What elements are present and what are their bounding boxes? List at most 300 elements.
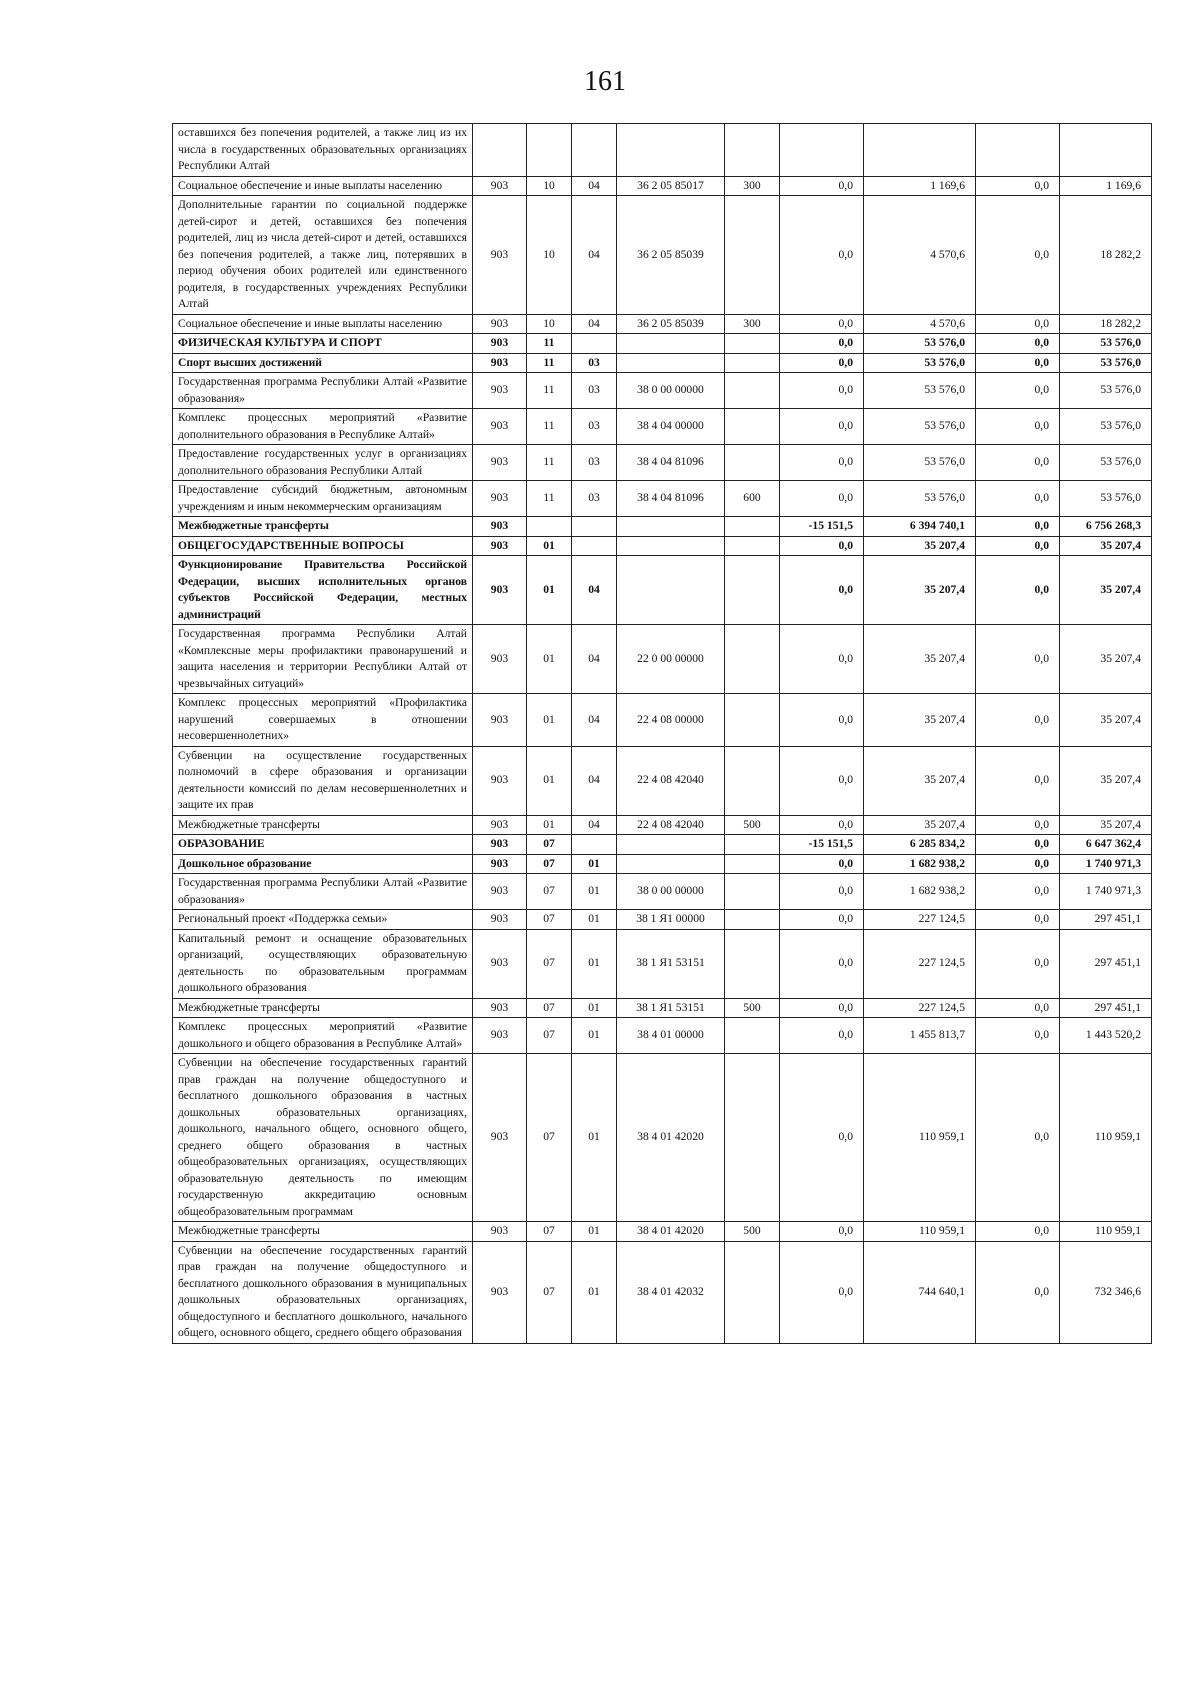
- table-row: [173, 1241, 1152, 1343]
- cell-value-4: 18 282,2: [1060, 196, 1152, 315]
- cell-section: 07: [527, 1054, 572, 1222]
- cell-expense-type: [725, 556, 780, 625]
- cell-value-2: 227 124,5: [864, 910, 976, 930]
- cell-target-article: 38 4 01 42020: [617, 1054, 725, 1222]
- cell-value-3: 0,0: [976, 998, 1060, 1018]
- cell-value-2: 53 576,0: [864, 409, 976, 445]
- cell-section: 07: [527, 910, 572, 930]
- table-row: [173, 874, 1152, 910]
- cell-value-1: 0,0: [780, 196, 864, 315]
- cell-section: 11: [527, 481, 572, 517]
- budget-table: [172, 123, 1152, 1344]
- cell-value-4: 297 451,1: [1060, 910, 1152, 930]
- cell-target-article: 38 1 Я1 53151: [617, 998, 725, 1018]
- cell-admin-code: 903: [473, 815, 527, 835]
- table-body: [173, 124, 1152, 1344]
- cell-expense-type: [725, 124, 780, 177]
- cell-expense-type: [725, 353, 780, 373]
- cell-subsection: 04: [572, 625, 617, 694]
- cell-subsection: 03: [572, 373, 617, 409]
- cell-subsection: [572, 334, 617, 354]
- cell-value-1: 0,0: [780, 910, 864, 930]
- cell-value-4: 53 576,0: [1060, 445, 1152, 481]
- cell-expense-type: 300: [725, 314, 780, 334]
- cell-value-1: 0,0: [780, 854, 864, 874]
- cell-subsection: 04: [572, 746, 617, 815]
- cell-admin-code: 903: [473, 1222, 527, 1242]
- cell-target-article: [617, 854, 725, 874]
- cell-value-3: 0,0: [976, 1241, 1060, 1343]
- cell-section: 01: [527, 815, 572, 835]
- cell-name: Субвенции на обеспечение государственных гарантий прав граждан на получение общедоступного и бесплатного дошкольного образования в частных дошкольных образовательных организациях, дошкольного, начального общего, основного общего, среднего общего образования в частных общеобразовательных организациях, осуществляющих образовательную деятельность по имеющим государственную аккредитацию основным общеобразовательным программам: [173, 1054, 473, 1222]
- cell-expense-type: 500: [725, 815, 780, 835]
- cell-value-2: 35 207,4: [864, 815, 976, 835]
- cell-expense-type: [725, 835, 780, 855]
- cell-expense-type: [725, 334, 780, 354]
- cell-subsection: 04: [572, 815, 617, 835]
- cell-section: 10: [527, 176, 572, 196]
- cell-value-2: 4 570,6: [864, 314, 976, 334]
- cell-subsection: [572, 517, 617, 537]
- cell-name: Дошкольное образование: [173, 854, 473, 874]
- cell-value-4: 732 346,6: [1060, 1241, 1152, 1343]
- cell-section: 01: [527, 746, 572, 815]
- cell-name: Региональный проект «Поддержка семьи»: [173, 910, 473, 930]
- table-row: [173, 176, 1152, 196]
- cell-name: Социальное обеспечение и иные выплаты населению: [173, 176, 473, 196]
- cell-name: Функционирование Правительства Российской Федерации, высших исполнительных органов субъектов Российской Федерации, местных администраций: [173, 556, 473, 625]
- cell-value-1: 0,0: [780, 481, 864, 517]
- cell-subsection: 03: [572, 353, 617, 373]
- cell-expense-type: 300: [725, 176, 780, 196]
- cell-value-2: 1 455 813,7: [864, 1018, 976, 1054]
- cell-name: Межбюджетные трансферты: [173, 517, 473, 537]
- cell-section: 07: [527, 1018, 572, 1054]
- cell-target-article: [617, 353, 725, 373]
- cell-expense-type: [725, 196, 780, 315]
- cell-value-3: 0,0: [976, 746, 1060, 815]
- cell-expense-type: [725, 746, 780, 815]
- cell-value-4: 53 576,0: [1060, 373, 1152, 409]
- cell-target-article: 38 4 01 00000: [617, 1018, 725, 1054]
- table-row: [173, 625, 1152, 694]
- cell-target-article: 36 2 05 85017: [617, 176, 725, 196]
- cell-value-1: 0,0: [780, 625, 864, 694]
- cell-subsection: 04: [572, 694, 617, 747]
- cell-subsection: 01: [572, 998, 617, 1018]
- cell-admin-code: 903: [473, 874, 527, 910]
- cell-target-article: 38 1 Я1 00000: [617, 910, 725, 930]
- table-row: [173, 746, 1152, 815]
- table-row: [173, 998, 1152, 1018]
- cell-admin-code: 903: [473, 176, 527, 196]
- cell-section: 11: [527, 409, 572, 445]
- cell-target-article: 38 0 00 00000: [617, 373, 725, 409]
- cell-value-1: 0,0: [780, 1018, 864, 1054]
- cell-expense-type: [725, 1018, 780, 1054]
- cell-value-4: 110 959,1: [1060, 1222, 1152, 1242]
- table-row: [173, 353, 1152, 373]
- cell-value-1: 0,0: [780, 746, 864, 815]
- cell-value-3: 0,0: [976, 694, 1060, 747]
- cell-target-article: 22 4 08 42040: [617, 815, 725, 835]
- cell-target-article: [617, 517, 725, 537]
- cell-expense-type: [725, 536, 780, 556]
- cell-name: Предоставление субсидий бюджетным, автономным учреждениям и иным некоммерческим организациям: [173, 481, 473, 517]
- cell-name: Межбюджетные трансферты: [173, 998, 473, 1018]
- cell-target-article: 38 4 04 81096: [617, 445, 725, 481]
- cell-section: 07: [527, 1222, 572, 1242]
- cell-value-4: 297 451,1: [1060, 998, 1152, 1018]
- cell-value-1: 0,0: [780, 176, 864, 196]
- cell-value-3: 0,0: [976, 874, 1060, 910]
- cell-value-4: 35 207,4: [1060, 556, 1152, 625]
- cell-admin-code: 903: [473, 481, 527, 517]
- table-row: [173, 314, 1152, 334]
- cell-expense-type: [725, 874, 780, 910]
- table-row: [173, 124, 1152, 177]
- cell-subsection: 01: [572, 910, 617, 930]
- cell-value-1: 0,0: [780, 445, 864, 481]
- cell-expense-type: [725, 373, 780, 409]
- cell-admin-code: 903: [473, 196, 527, 315]
- cell-target-article: 22 0 00 00000: [617, 625, 725, 694]
- table-row: [173, 445, 1152, 481]
- cell-subsection: [572, 536, 617, 556]
- cell-value-1: 0,0: [780, 998, 864, 1018]
- cell-name: Государственная программа Республики Алтай «Развитие образования»: [173, 373, 473, 409]
- cell-section: 11: [527, 445, 572, 481]
- cell-name: Комплекс процессных мероприятий «Развитие дополнительного образования в Республике Алтай»: [173, 409, 473, 445]
- cell-expense-type: [725, 1241, 780, 1343]
- cell-value-3: 0,0: [976, 373, 1060, 409]
- cell-target-article: [617, 334, 725, 354]
- cell-value-3: 0,0: [976, 445, 1060, 481]
- cell-expense-type: [725, 409, 780, 445]
- cell-admin-code: 903: [473, 517, 527, 537]
- table-row: [173, 556, 1152, 625]
- cell-admin-code: 903: [473, 556, 527, 625]
- cell-value-3: 0,0: [976, 625, 1060, 694]
- cell-name: Государственная программа Республики Алтай «Комплексные меры профилактики правонарушений и защита населения и территории Республики Алтай от чрезвычайных ситуаций»: [173, 625, 473, 694]
- cell-subsection: 04: [572, 176, 617, 196]
- cell-value-3: 0,0: [976, 910, 1060, 930]
- cell-subsection: 04: [572, 196, 617, 315]
- cell-expense-type: [725, 625, 780, 694]
- table-row: [173, 854, 1152, 874]
- cell-expense-type: 500: [725, 998, 780, 1018]
- cell-value-2: 744 640,1: [864, 1241, 976, 1343]
- cell-expense-type: [725, 694, 780, 747]
- cell-subsection: [572, 835, 617, 855]
- cell-section: 07: [527, 929, 572, 998]
- cell-value-1: 0,0: [780, 373, 864, 409]
- cell-section: 07: [527, 998, 572, 1018]
- cell-value-4: 1 740 971,3: [1060, 854, 1152, 874]
- cell-value-2: 4 570,6: [864, 196, 976, 315]
- cell-subsection: 03: [572, 445, 617, 481]
- cell-admin-code: 903: [473, 353, 527, 373]
- cell-section: 10: [527, 314, 572, 334]
- cell-section: 10: [527, 196, 572, 315]
- cell-value-4: 35 207,4: [1060, 625, 1152, 694]
- cell-value-4: 1 740 971,3: [1060, 874, 1152, 910]
- cell-section: 07: [527, 874, 572, 910]
- cell-value-3: [976, 124, 1060, 177]
- cell-value-3: 0,0: [976, 409, 1060, 445]
- table-row: [173, 1018, 1152, 1054]
- cell-value-1: 0,0: [780, 815, 864, 835]
- cell-value-4: 35 207,4: [1060, 815, 1152, 835]
- cell-value-1: 0,0: [780, 694, 864, 747]
- cell-target-article: 38 1 Я1 53151: [617, 929, 725, 998]
- cell-value-4: 18 282,2: [1060, 314, 1152, 334]
- cell-admin-code: 903: [473, 409, 527, 445]
- cell-section: 01: [527, 625, 572, 694]
- cell-value-2: 6 285 834,2: [864, 835, 976, 855]
- cell-value-2: 53 576,0: [864, 481, 976, 517]
- cell-value-4: 1 443 520,2: [1060, 1018, 1152, 1054]
- cell-subsection: 01: [572, 854, 617, 874]
- cell-value-1: 0,0: [780, 353, 864, 373]
- cell-name: Межбюджетные трансферты: [173, 815, 473, 835]
- cell-admin-code: 903: [473, 373, 527, 409]
- cell-value-3: 0,0: [976, 1018, 1060, 1054]
- table-row: [173, 910, 1152, 930]
- cell-target-article: 38 4 01 42032: [617, 1241, 725, 1343]
- cell-value-3: 0,0: [976, 835, 1060, 855]
- cell-admin-code: 903: [473, 625, 527, 694]
- cell-name: Комплекс процессных мероприятий «Профилактика нарушений совершаемых в отношении несовершеннолетних»: [173, 694, 473, 747]
- cell-admin-code: 903: [473, 445, 527, 481]
- cell-value-3: 0,0: [976, 854, 1060, 874]
- cell-value-1: 0,0: [780, 409, 864, 445]
- cell-value-2: 1 169,6: [864, 176, 976, 196]
- cell-section: 01: [527, 694, 572, 747]
- cell-value-1: 0,0: [780, 1241, 864, 1343]
- cell-admin-code: [473, 124, 527, 177]
- cell-section: 07: [527, 854, 572, 874]
- cell-name: Субвенции на обеспечение государственных гарантий прав граждан на получение общедоступного и бесплатного дошкольного образования в муниципальных дошкольных образовательных организациях, общедоступного и бесплатного дошкольного, начального общего, основного общего, среднего общего образования: [173, 1241, 473, 1343]
- cell-value-2: 53 576,0: [864, 445, 976, 481]
- cell-expense-type: [725, 517, 780, 537]
- table-row: [173, 1222, 1152, 1242]
- cell-name: Предоставление государственных услуг в организациях дополнительного образования Республики Алтай: [173, 445, 473, 481]
- cell-target-article: 38 0 00 00000: [617, 874, 725, 910]
- cell-value-4: 6 756 268,3: [1060, 517, 1152, 537]
- cell-name: Государственная программа Республики Алтай «Развитие образования»: [173, 874, 473, 910]
- cell-target-article: [617, 556, 725, 625]
- cell-admin-code: 903: [473, 1241, 527, 1343]
- table-row: [173, 481, 1152, 517]
- cell-value-1: -15 151,5: [780, 517, 864, 537]
- cell-admin-code: 903: [473, 314, 527, 334]
- cell-value-3: 0,0: [976, 314, 1060, 334]
- cell-value-4: 53 576,0: [1060, 481, 1152, 517]
- cell-value-2: [864, 124, 976, 177]
- cell-subsection: 01: [572, 1018, 617, 1054]
- cell-subsection: 04: [572, 556, 617, 625]
- cell-subsection: 01: [572, 874, 617, 910]
- cell-value-4: 1 169,6: [1060, 176, 1152, 196]
- table-row: [173, 409, 1152, 445]
- cell-value-3: 0,0: [976, 353, 1060, 373]
- cell-subsection: [572, 124, 617, 177]
- cell-expense-type: 600: [725, 481, 780, 517]
- cell-name: оставшихся без попечения родителей, а также лиц из их числа в государственных образовательных организациях Республики Алтай: [173, 124, 473, 177]
- cell-value-2: 35 207,4: [864, 556, 976, 625]
- cell-admin-code: 903: [473, 854, 527, 874]
- cell-target-article: 22 4 08 42040: [617, 746, 725, 815]
- cell-target-article: 22 4 08 00000: [617, 694, 725, 747]
- cell-subsection: 01: [572, 1241, 617, 1343]
- cell-section: 01: [527, 556, 572, 625]
- table-row: [173, 835, 1152, 855]
- cell-value-4: 53 576,0: [1060, 409, 1152, 445]
- cell-value-4: 35 207,4: [1060, 694, 1152, 747]
- table-row: [173, 536, 1152, 556]
- cell-admin-code: 903: [473, 929, 527, 998]
- cell-value-4: 53 576,0: [1060, 353, 1152, 373]
- cell-expense-type: [725, 854, 780, 874]
- cell-value-3: 0,0: [976, 176, 1060, 196]
- cell-value-2: 35 207,4: [864, 536, 976, 556]
- cell-value-3: 0,0: [976, 481, 1060, 517]
- cell-admin-code: 903: [473, 536, 527, 556]
- cell-admin-code: 903: [473, 694, 527, 747]
- cell-value-1: 0,0: [780, 929, 864, 998]
- cell-subsection: 01: [572, 1054, 617, 1222]
- cell-value-2: 6 394 740,1: [864, 517, 976, 537]
- cell-target-article: 38 4 01 42020: [617, 1222, 725, 1242]
- cell-subsection: 03: [572, 409, 617, 445]
- cell-admin-code: 903: [473, 1018, 527, 1054]
- cell-value-2: 53 576,0: [864, 353, 976, 373]
- cell-name: Социальное обеспечение и иные выплаты населению: [173, 314, 473, 334]
- cell-subsection: 01: [572, 1222, 617, 1242]
- page-number: 161: [584, 66, 626, 97]
- cell-value-2: 227 124,5: [864, 929, 976, 998]
- cell-value-3: 0,0: [976, 536, 1060, 556]
- cell-expense-type: [725, 910, 780, 930]
- cell-section: 11: [527, 353, 572, 373]
- cell-name: ОБЩЕГОСУДАРСТВЕННЫЕ ВОПРОСЫ: [173, 536, 473, 556]
- cell-name: Межбюджетные трансферты: [173, 1222, 473, 1242]
- cell-target-article: [617, 124, 725, 177]
- cell-section: 07: [527, 835, 572, 855]
- cell-value-1: 0,0: [780, 874, 864, 910]
- cell-expense-type: [725, 445, 780, 481]
- cell-value-1: 0,0: [780, 1054, 864, 1222]
- cell-value-3: 0,0: [976, 1054, 1060, 1222]
- table-row: [173, 334, 1152, 354]
- cell-value-2: 110 959,1: [864, 1222, 976, 1242]
- cell-value-1: 0,0: [780, 536, 864, 556]
- cell-expense-type: [725, 929, 780, 998]
- cell-section: [527, 124, 572, 177]
- cell-name: Капитальный ремонт и оснащение образовательных организаций, осуществляющих образовательную деятельность по образовательным программам дошкольного образования: [173, 929, 473, 998]
- cell-target-article: 36 2 05 85039: [617, 196, 725, 315]
- cell-value-3: 0,0: [976, 929, 1060, 998]
- cell-target-article: 38 4 04 81096: [617, 481, 725, 517]
- cell-admin-code: 903: [473, 998, 527, 1018]
- cell-name: ОБРАЗОВАНИЕ: [173, 835, 473, 855]
- cell-value-4: 35 207,4: [1060, 746, 1152, 815]
- cell-admin-code: 903: [473, 334, 527, 354]
- cell-value-3: 0,0: [976, 556, 1060, 625]
- cell-value-1: 0,0: [780, 1222, 864, 1242]
- cell-value-1: 0,0: [780, 556, 864, 625]
- cell-value-3: 0,0: [976, 334, 1060, 354]
- cell-value-2: 110 959,1: [864, 1054, 976, 1222]
- cell-admin-code: 903: [473, 746, 527, 815]
- cell-value-2: 53 576,0: [864, 373, 976, 409]
- cell-value-1: 0,0: [780, 334, 864, 354]
- cell-target-article: 38 4 04 00000: [617, 409, 725, 445]
- cell-name: Субвенции на осуществление государственных полномочий в сфере образования и организации деятельности комиссий по делам несовершеннолетних и защите их прав: [173, 746, 473, 815]
- cell-section: 11: [527, 334, 572, 354]
- cell-value-4: 35 207,4: [1060, 536, 1152, 556]
- cell-target-article: [617, 536, 725, 556]
- cell-value-1: [780, 124, 864, 177]
- cell-section: [527, 517, 572, 537]
- table-row: [173, 694, 1152, 747]
- cell-value-4: 297 451,1: [1060, 929, 1152, 998]
- cell-value-1: 0,0: [780, 314, 864, 334]
- cell-value-2: 35 207,4: [864, 625, 976, 694]
- cell-value-2: 35 207,4: [864, 746, 976, 815]
- cell-subsection: 04: [572, 314, 617, 334]
- cell-value-2: 1 682 938,2: [864, 854, 976, 874]
- cell-admin-code: 903: [473, 1054, 527, 1222]
- cell-name: Спорт высших достижений: [173, 353, 473, 373]
- cell-value-3: 0,0: [976, 517, 1060, 537]
- cell-value-1: -15 151,5: [780, 835, 864, 855]
- cell-subsection: 01: [572, 929, 617, 998]
- cell-target-article: [617, 835, 725, 855]
- cell-value-4: [1060, 124, 1152, 177]
- cell-name: ФИЗИЧЕСКАЯ КУЛЬТУРА И СПОРТ: [173, 334, 473, 354]
- table-row: [173, 929, 1152, 998]
- table-row: [173, 517, 1152, 537]
- cell-expense-type: [725, 1054, 780, 1222]
- table-row: [173, 1054, 1152, 1222]
- cell-value-2: 1 682 938,2: [864, 874, 976, 910]
- table-row: [173, 196, 1152, 315]
- cell-value-2: 227 124,5: [864, 998, 976, 1018]
- cell-admin-code: 903: [473, 910, 527, 930]
- cell-name: Комплекс процессных мероприятий «Развитие дошкольного и общего образования в Республике Алтай»: [173, 1018, 473, 1054]
- cell-value-4: 53 576,0: [1060, 334, 1152, 354]
- cell-value-3: 0,0: [976, 196, 1060, 315]
- cell-subsection: 03: [572, 481, 617, 517]
- cell-value-3: 0,0: [976, 815, 1060, 835]
- cell-value-4: 110 959,1: [1060, 1054, 1152, 1222]
- cell-section: 07: [527, 1241, 572, 1343]
- cell-admin-code: 903: [473, 835, 527, 855]
- cell-target-article: 36 2 05 85039: [617, 314, 725, 334]
- cell-value-2: 53 576,0: [864, 334, 976, 354]
- cell-value-4: 6 647 362,4: [1060, 835, 1152, 855]
- cell-section: 11: [527, 373, 572, 409]
- table-row: [173, 815, 1152, 835]
- cell-value-3: 0,0: [976, 1222, 1060, 1242]
- cell-value-2: 35 207,4: [864, 694, 976, 747]
- cell-expense-type: 500: [725, 1222, 780, 1242]
- table-row: [173, 373, 1152, 409]
- cell-section: 01: [527, 536, 572, 556]
- cell-name: Дополнительные гарантии по социальной поддержке детей-сирот и детей, оставшихся без попечения родителей, лиц из числа детей-сирот и детей, оставшихся без попечения родителей, а также лиц, потерявших в период обучения обоих родителей или единственного родителя, в государственных учреждениях Республики Алтай: [173, 196, 473, 315]
